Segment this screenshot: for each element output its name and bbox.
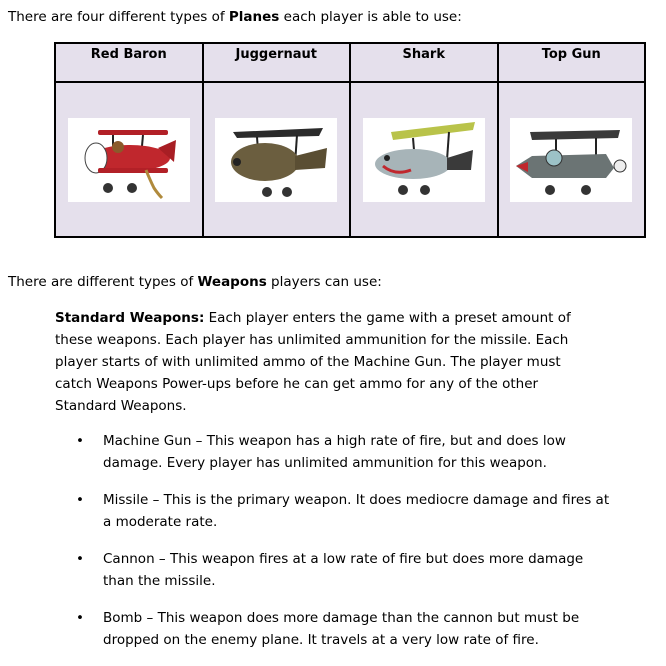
shark-plane-icon <box>363 118 485 202</box>
plane-header-top-gun: Top Gun <box>498 43 646 82</box>
standard-weapons-paragraph: Standard Weapons: Each player enters the game with a preset amount of these weapons. Each player has unlimited ammunition for the missile. Each player starts of with unlimited ammo of the Machine Gun. The player must catch Weapons Power-ups before he can get ammo for any of the other Standard Weapons. <box>55 310 571 414</box>
juggernaut-plane-icon <box>215 118 337 202</box>
standard-weapons-title: Standard Weapons <box>55 310 199 326</box>
bullet-icon: • <box>76 433 84 449</box>
plane-header-shark: Shark <box>350 43 498 82</box>
plane-header-juggernaut: Juggernaut <box>203 43 351 82</box>
top-gun-plane-icon <box>510 118 632 202</box>
planes-intro: There are four different types of Planes each player is able to use: <box>8 9 462 25</box>
weapon-bomb: • Bomb – This weapon does more damage than the cannon but must be dropped on the enemy plane. It travels at a very low rate of fire. <box>55 607 615 651</box>
weapons-list <box>55 430 615 666</box>
red-baron-plane-icon <box>68 118 190 202</box>
weapon-missile: • Missile – This is the primary weapon. It does mediocre damage and fires at a moderate rate. <box>55 489 615 533</box>
plane-cell-top-gun <box>498 82 646 237</box>
plane-cell-shark <box>350 82 498 237</box>
weapons-intro: There are different types of Weapons players can use: <box>8 274 382 290</box>
plane-header-red-baron: Red Baron <box>55 43 203 82</box>
bullet-icon: • <box>76 551 84 567</box>
weapon-cannon: • Cannon – This weapon fires at a low rate of fire but does more damage than the missile. <box>55 548 615 592</box>
planes-table <box>54 42 646 238</box>
weapon-machine-gun: • Machine Gun – This weapon has a high rate of fire, but and does low damage. Every player has unlimited ammunition for this weapon. <box>55 430 615 474</box>
plane-cell-red-baron <box>55 82 203 237</box>
bullet-icon: • <box>76 610 84 626</box>
bullet-icon: • <box>76 492 84 508</box>
plane-cell-juggernaut <box>203 82 351 237</box>
